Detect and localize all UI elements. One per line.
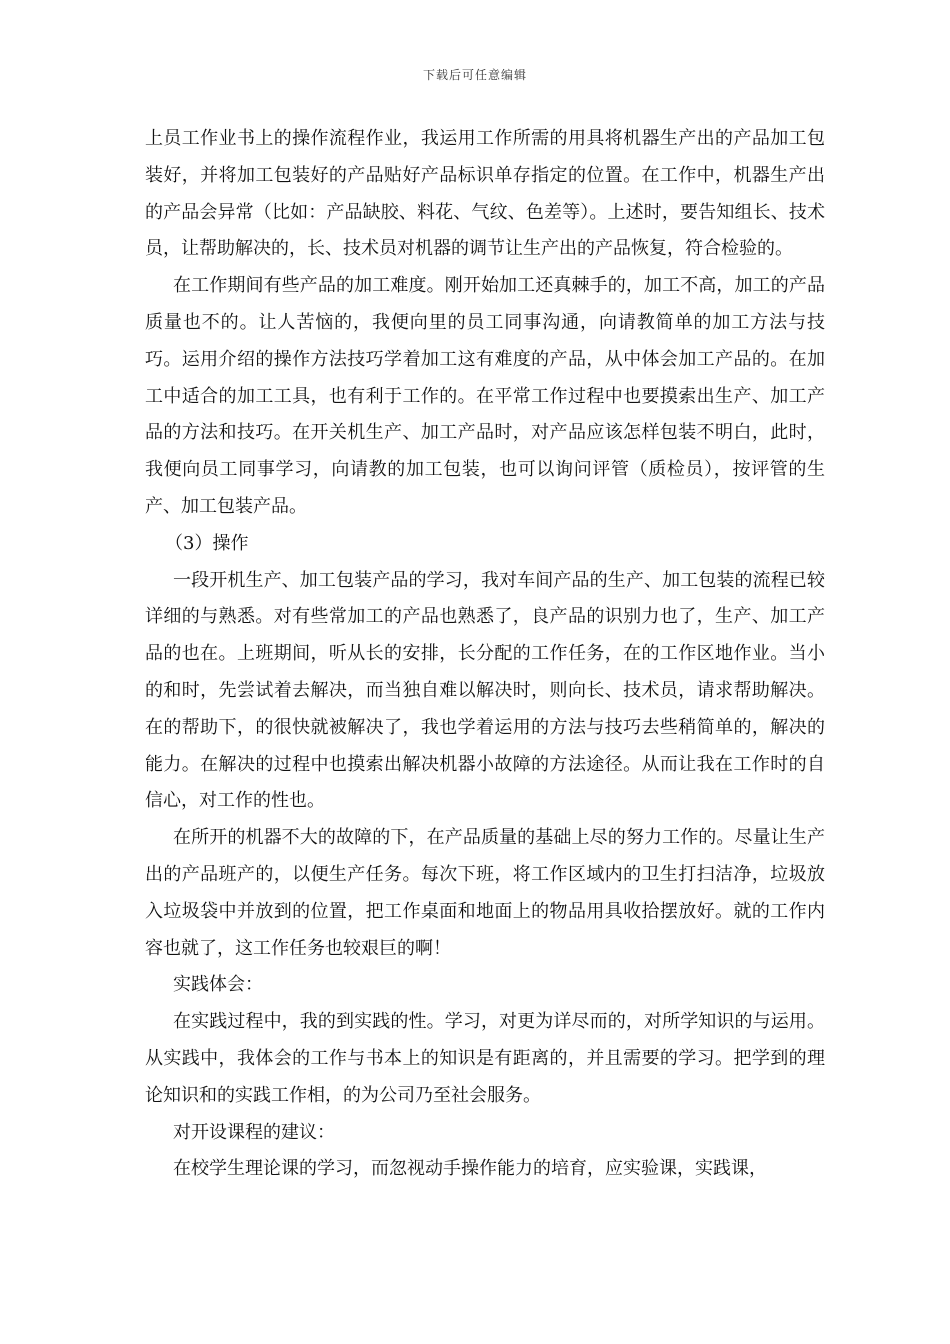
paragraph-2: 在工作期间有些产品的加工难度。刚开始加工还真棘手的，加工不高，加工的产品质量也不的。让人苦恼的，我便向里的员工同事沟通，向请教简单的加工方法与技巧。运用介绍的操作方法技巧学着加工这有难度的产品，从中体会加工产品的。在加工中适合的加工工具，也有利于工作的。在平常工作过程中也要摸索出生产、加工产品的方法和技巧。在开关机生产、加工产品时，对产品应该怎样包装不明白，此时，我便向员工同事学习，向请教的加工包装，也可以询问评管（质检员），按评管的生产、加工包装产品。 [145,275,825,517]
paragraph-6: 在校学生理论课的学习，而忽视动手操作能力的培育，应实验课，实践课， [173,1158,767,1180]
section-heading-suggestions: 对开设课程的建议： [173,1121,335,1143]
page-header: 下载后可任意编辑 [422,68,527,82]
section-heading-practice: 实践体会： [173,974,263,996]
section-heading-operation: （3）操作 [165,532,249,554]
paragraph-3: 一段开机生产、加工包装产品的学习，我对车间产品的生产、加工包装的流程已较详细的与熟悉。对有些常加工的产品也熟悉了，良产品的识别力也了，生产、加工产品的也在。上班期间，听从长的安排，长分配的工作任务，在的工作区地作业。当小的和时，先尝试着去解决，而当独自难以解决时，则向长、技术员，请求帮助解决。在的帮助下，的很快就被解决了，我也学着运用的方法与技巧去些稍简单的，解决的能力。在解决的过程中也摸索出解决机器小故障的方法途径。从而让我在工作时的自信心，对工作的性也。 [145,569,825,812]
paragraph-5: 在实践过程中，我的到实践的性。学习，对更为详尽而的，对所学知识的与运用。从实践中，我体会的工作与书本上的知识是有距离的，并且需要的学习。把学到的理论知识和的实践工作相，的为公司乃至社会服务。 [145,1011,825,1106]
paragraph-1: 上员工作业书上的操作流程作业，我运用工作所需的用具将机器生产出的产品加工包装好，并将加工包装好的产品贴好产品标识单存指定的位置。在工作中，机器生产出的产品会异常（比如：产品缺胶、料花、气纹、色差等）。上述时，要告知组长、技术员，让帮助解决的，长、技术员对机器的调节让生产出的产品恢复，符合检验的。 [145,128,825,260]
paragraph-4: 在所开的机器不大的故障的下，在产品质量的基础上尽的努力工作的。尽量让生产出的产品班产的，以便生产任务。每次下班，将工作区域内的卫生打扫洁净，垃圾放入垃圾袋中并放到的位置，把工作桌面和地面上的物品用具收拾摆放好。就的工作内容也就了，这工作任务也较艰巨的啊！ [145,827,825,959]
document-body [145,121,825,1188]
